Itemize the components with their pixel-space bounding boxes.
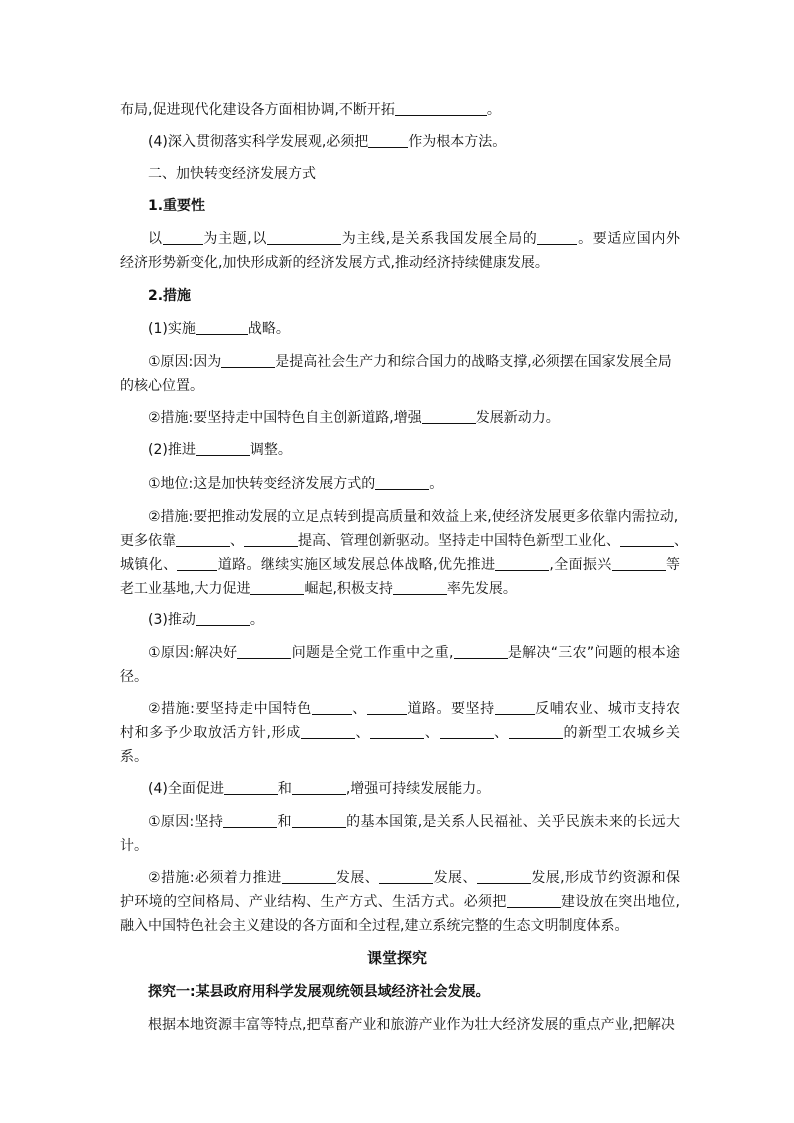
text-span: (4)全面促进 bbox=[148, 781, 224, 797]
text-span: 发展、 bbox=[335, 870, 380, 886]
text-line bbox=[148, 780, 680, 798]
fill-blank bbox=[612, 556, 666, 571]
fill-blank bbox=[368, 133, 408, 148]
text-line bbox=[148, 353, 680, 371]
text-line bbox=[148, 813, 680, 831]
text-line: ②措施:要把推动发展的立足点转到提高质量和效益上来,使经济发展更多依靠内需拉动, bbox=[148, 509, 679, 525]
text-span: 以 bbox=[148, 231, 163, 247]
fill-blank bbox=[244, 532, 298, 547]
fill-blank bbox=[495, 700, 535, 715]
subsection-heading: 1.重要性 bbox=[148, 198, 206, 214]
text-span: ①地位:这是加快转变经济发展方式的 bbox=[148, 476, 376, 492]
fill-blank bbox=[196, 320, 248, 335]
fill-blank bbox=[196, 441, 250, 456]
text-span: 是提高社会生产力和综合国力的战略支撑,必须摆在国家发展全局 bbox=[275, 354, 672, 370]
fill-blank bbox=[221, 353, 275, 368]
fill-blank bbox=[301, 724, 355, 739]
fill-blank bbox=[196, 611, 250, 626]
fill-blank bbox=[282, 869, 336, 884]
fill-blank bbox=[507, 893, 561, 908]
text-span: (4)深入贯彻落实科学发展观,必须把 bbox=[148, 134, 369, 150]
text-span: 为主线,是关系我国发展全局的 bbox=[341, 231, 538, 247]
subsection-heading: 2.措施 bbox=[148, 288, 192, 304]
text-span: 调整。 bbox=[249, 442, 292, 458]
fill-blank bbox=[375, 475, 429, 490]
fill-blank bbox=[250, 580, 304, 595]
text-line bbox=[120, 556, 680, 574]
fill-blank bbox=[367, 700, 407, 715]
text-span: ②措施:要坚持走中国特色自主创新道路,增强 bbox=[148, 410, 422, 426]
text-span: ①原因:坚持 bbox=[148, 814, 224, 830]
text-span: (2)推进 bbox=[148, 442, 196, 458]
fill-blank bbox=[393, 580, 447, 595]
text-line bbox=[148, 409, 680, 427]
text-span: 反哺农业、城市支持农 bbox=[534, 701, 681, 717]
text-line bbox=[148, 320, 680, 338]
text-span: 村和多予少取放活方针,形成 bbox=[120, 725, 301, 741]
text-span: 发展,形成节约资源和保 bbox=[530, 870, 681, 886]
fill-blank bbox=[495, 556, 549, 571]
text-line bbox=[120, 893, 680, 911]
text-span: 作为根本方法。 bbox=[408, 134, 507, 150]
fill-blank bbox=[224, 780, 278, 795]
text-span: 更多依靠 bbox=[120, 533, 176, 549]
text-line bbox=[120, 724, 680, 742]
text-span: 的基本国策,是关系人民福祉、关乎民族未来的长远大 bbox=[345, 814, 681, 830]
fill-blank bbox=[176, 532, 230, 547]
fill-blank bbox=[620, 532, 674, 547]
fill-blank bbox=[477, 869, 531, 884]
fill-blank bbox=[395, 101, 487, 116]
text-line bbox=[148, 133, 680, 151]
text-span: 为主题,以 bbox=[202, 231, 268, 247]
text-span: ,增强可持续发展能力。 bbox=[345, 781, 491, 797]
exploration-title: 探究一:某县政府用科学发展观统领县域经济社会发展。 bbox=[148, 984, 490, 1000]
fill-blank bbox=[422, 409, 476, 424]
text-line bbox=[120, 532, 688, 550]
text-line bbox=[148, 644, 680, 662]
text-span: 提高、管理创新驱动。坚持走中国特色新型工业化、 bbox=[298, 533, 620, 549]
text-span: ,全面振兴 bbox=[549, 557, 612, 573]
text-line bbox=[120, 101, 680, 119]
text-span: 等 bbox=[665, 557, 681, 573]
text-span: 建设放在突出地位, bbox=[560, 894, 681, 910]
text-span: ②措施:必须着力推进 bbox=[148, 870, 282, 886]
text-span: 。 bbox=[429, 476, 444, 492]
fill-blank bbox=[292, 780, 346, 795]
text-span: 城镇化、 bbox=[120, 557, 178, 573]
fill-blank bbox=[292, 813, 346, 828]
text-line bbox=[148, 700, 680, 718]
text-span: 发展、 bbox=[433, 870, 477, 886]
fill-blank bbox=[370, 724, 424, 739]
text-line: 的核心位置。 bbox=[120, 378, 204, 394]
text-span: 率先发展。 bbox=[446, 581, 517, 597]
text-span: 崛起,积极支持 bbox=[304, 581, 393, 597]
fill-blank bbox=[537, 230, 577, 245]
text-span: 战略。 bbox=[247, 321, 290, 337]
fill-blank bbox=[379, 869, 433, 884]
fill-blank bbox=[223, 813, 277, 828]
fill-blank bbox=[509, 724, 563, 739]
text-span: 是解决“三农”问题的根本途 bbox=[507, 645, 680, 661]
text-span: (3)推动 bbox=[148, 612, 196, 628]
section-title: 课堂探究 bbox=[366, 949, 427, 967]
text-line: 根据本地资源丰富等特点,把草畜产业和旅游产业作为壮大经济发展的重点产业,把解决 bbox=[148, 1017, 675, 1033]
text-span: 的新型工农城乡关 bbox=[562, 725, 681, 741]
text-span: 、 bbox=[424, 725, 440, 741]
text-line: 经济形势新变化,加快形成新的经济发展方式,推动经济持续健康发展。 bbox=[120, 255, 549, 271]
text-line: 计。 bbox=[120, 838, 148, 854]
text-span: ②措施:要坚持走中国特色 bbox=[148, 701, 312, 717]
text-span: 和 bbox=[277, 781, 292, 797]
text-span: 和 bbox=[277, 814, 292, 830]
text-span: 老工业基地,大力促进 bbox=[120, 581, 251, 597]
text-line bbox=[148, 475, 680, 493]
text-line: 径。 bbox=[120, 669, 148, 685]
text-span: 问题是全党工作重中之重, bbox=[291, 645, 454, 661]
text-line bbox=[148, 611, 680, 629]
text-span: 护环境的空间格局、产业结构、生产方式、生活方式。必须把 bbox=[120, 894, 507, 910]
text-span: 发展新动力。 bbox=[475, 410, 560, 426]
text-line: 融入中国特色社会主义建设的各方面和全过程,建立系统完整的生态文明制度体系。 bbox=[120, 918, 629, 934]
text-span: 。 bbox=[249, 612, 264, 628]
section-heading: 二、加快转变经济发展方式 bbox=[148, 166, 316, 182]
text-span: 、 bbox=[354, 725, 371, 741]
text-line: 系。 bbox=[120, 749, 148, 765]
text-line bbox=[148, 869, 680, 887]
fill-blank bbox=[454, 644, 508, 659]
text-span: (1)实施 bbox=[148, 321, 196, 337]
fill-blank bbox=[163, 230, 203, 245]
text-span: 道路。继续实施区域发展总体战略,优先推进 bbox=[217, 557, 496, 573]
text-line bbox=[148, 230, 680, 248]
text-span: 、 bbox=[674, 533, 688, 549]
text-span: 布局,促进现代化建设各方面相协调,不断开拓 bbox=[120, 102, 395, 118]
text-span: 道路。要坚持 bbox=[406, 701, 495, 717]
text-span: 、 bbox=[230, 533, 244, 549]
text-span: 、 bbox=[493, 725, 509, 741]
text-span: ①原因:因为 bbox=[148, 354, 222, 370]
fill-blank bbox=[267, 230, 341, 245]
fill-blank bbox=[237, 644, 291, 659]
fill-blank bbox=[440, 724, 494, 739]
text-line bbox=[148, 441, 680, 459]
fill-blank bbox=[312, 700, 352, 715]
text-span: 。要适应国内外 bbox=[577, 231, 681, 247]
text-line bbox=[120, 580, 680, 598]
fill-blank bbox=[177, 556, 217, 571]
text-span: 、 bbox=[351, 701, 367, 717]
text-span: ①原因:解决好 bbox=[148, 645, 238, 661]
text-span: 。 bbox=[486, 102, 501, 118]
